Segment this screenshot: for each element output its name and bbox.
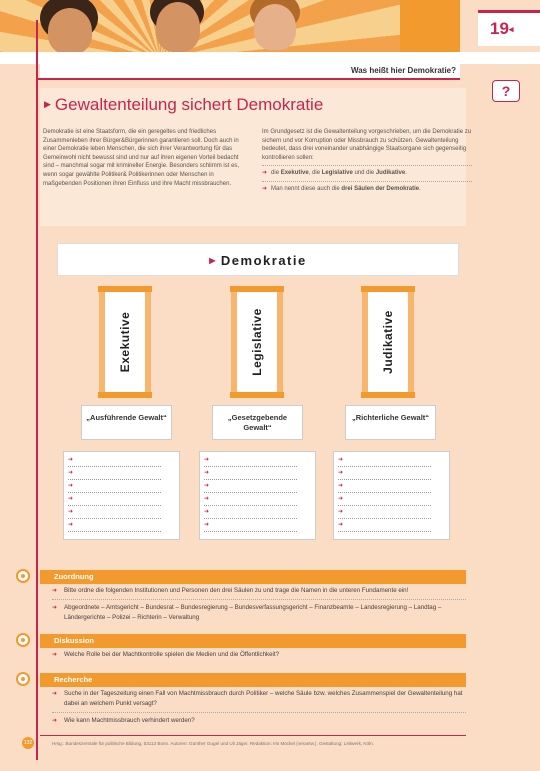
task-item: ➜ Suche in der Tageszeitung einen Fall von Machtmissbrauch durch Politiker – welche Säule bzw. welches Zusammenspiel der Gewaltenteilung hat dabei an welchem Punkt versagt? (52, 690, 463, 707)
section-body-zuordnung (52, 586, 466, 623)
pillar-judikative: Judikative (362, 292, 414, 392)
header-photo (0, 0, 460, 52)
arrow-icon: ➜ (52, 651, 58, 658)
pillar-base (361, 392, 415, 398)
target-icon (16, 672, 30, 686)
fundament-legislative: ➜ ➜ ➜ ➜ ➜ ➜ (199, 451, 316, 540)
page-number: 19◂ (478, 10, 540, 46)
fundament-judikative: ➜ ➜ ➜ ➜ ➜ ➜ (333, 451, 450, 540)
footer-page-badge: 132 (22, 737, 34, 749)
gewalt-label-legislative: „Gesetzgebende Gewalt“ (212, 405, 303, 440)
task-item: ➜ Abgeordnete – Amtsgericht – Bundesrat – Bundesregierung – Bundesverfassungsgericht – Finanzbeamte – Landesregierung – Landtag – Ländergerichte – Polizei – Richterin – Verwaltung (52, 604, 442, 621)
section-header-diskussion: Diskussion (40, 634, 466, 648)
question-icon: ? (492, 80, 520, 102)
page-title: ▶ Gewaltenteilung sichert Demokratie (44, 95, 324, 114)
section-rubric: Was heißt hier Demokratie? (40, 64, 460, 78)
section-body-diskussion (52, 650, 466, 660)
target-icon (16, 569, 30, 583)
header-rule (36, 78, 460, 80)
intro-bullet-2: ➜ Man nennt diese auch die drei Säulen der Demokratie. (262, 185, 421, 192)
arrow-icon: ➜ (52, 717, 58, 724)
pillar-exekutive: Exekutive (99, 292, 151, 392)
section-body-recherche (52, 689, 466, 726)
footer-rule (40, 735, 466, 736)
section-header-recherche: Recherche (40, 673, 466, 687)
pillar-legislative: Legislative (231, 292, 283, 392)
diagram-title: ▶ Demokratie (57, 243, 459, 276)
triangle-bullet-icon: ▶ (44, 99, 51, 109)
arrow-icon: ➜ (52, 604, 58, 611)
task-item: ➜ Bitte ordne die folgenden Institutionen und Personen den drei Säulen zu und trage die Namen in die unteren Fundamente ein! (52, 587, 409, 594)
task-item: ➜ Welche Rolle bei der Machtkontrolle spielen die Medien und die Öffentlichkeit? (52, 651, 280, 658)
section-header-zuordnung: Zuordnung (40, 570, 466, 584)
arrow-icon: ➜ (262, 170, 268, 177)
fundament-exekutive: ➜ ➜ ➜ ➜ ➜ ➜ (63, 451, 180, 540)
pillar-base (98, 392, 152, 398)
intro-right-paragraph: Im Grundgesetz ist die Gewaltenteilung vorgeschrieben, um die Demokratie zu sichern und vor Korruption oder Missbrauch zu schützen. Gewaltenteilung bedeutet, dass drei voneinander unabhängige Staatsorgane sich gegenseitig kontrollieren sollen: (262, 129, 472, 161)
task-item: ➜ Wie kann Machtmissbrauch verhindert werden? (52, 717, 195, 724)
footer-credits: Hrsg.: Bundeszentrale für politische Bildung, 53113 Bonn. Autoren: Günther Gugel und Uli Jäger. Redaktion: Iris Möckel (verantw.). Gestaltung: Leitwerk, Köln. (52, 741, 374, 746)
triangle-bullet-icon: ▶ (209, 256, 217, 265)
margin-line (36, 20, 38, 760)
intro-bullet-1: ➜ die Exekutive, die Legislative und die Judikative. (262, 170, 407, 177)
header-strip (0, 52, 540, 64)
intro-left-text: Demokratie ist eine Staatsform, die ein geregeltes und friedliches Zusammenleben ihrer Bürger&Bürgerinnen garantieren soll. Doch auch in einer Demokratie leben Menschen, die sich ihrer Verantwortung für das Gemeinwohl nicht bewusst sind und nur auf ihren eigenen Vorteil bedacht sind – manchmal sogar mit krimineller Energie. Besonders schlimm ist es, wenn sogar gewählte Politiker& Politikerinnen oder Menschen in maßgebenden Positionen ihren Einfluss und ihre Macht missbrauchen. (43, 129, 240, 187)
header-orange-band (400, 0, 460, 52)
target-icon (16, 633, 30, 647)
arrow-icon: ➜ (262, 185, 268, 192)
arrow-icon: ➜ (52, 690, 58, 697)
gewalt-label-judikative: „Richterliche Gewalt“ (345, 405, 436, 440)
gewalt-label-exekutive: „Ausführende Gewalt“ (81, 405, 172, 440)
intro-right-text (262, 128, 472, 194)
arrow-icon: ➜ (52, 587, 58, 594)
pillar-base (230, 392, 284, 398)
